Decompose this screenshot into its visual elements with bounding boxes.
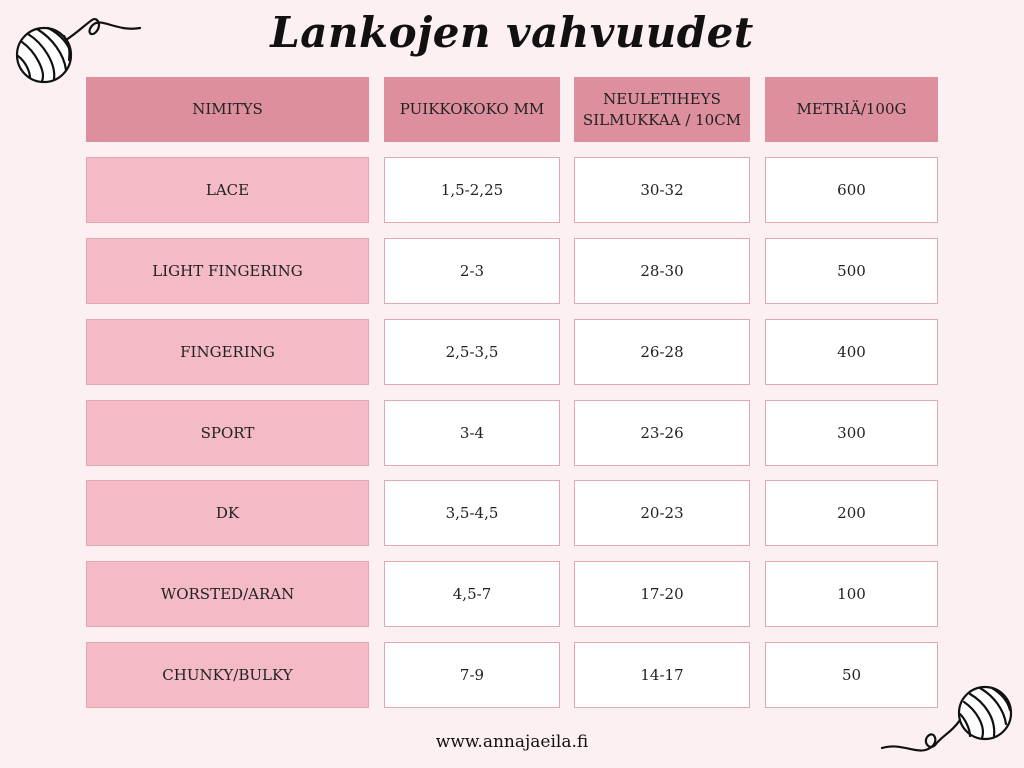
row-needle: 1,5-2,25 xyxy=(384,157,560,223)
row-name: FINGERING xyxy=(86,319,369,385)
header-nimitys: NIMITYS xyxy=(86,77,369,142)
row-needle: 3-4 xyxy=(384,400,560,466)
row-meters: 300 xyxy=(765,400,938,466)
row-needle: 3,5-4,5 xyxy=(384,480,560,546)
row-name: LACE xyxy=(86,157,369,223)
row-name: DK xyxy=(86,480,369,546)
row-meters: 200 xyxy=(765,480,938,546)
row-needle: 7-9 xyxy=(384,642,560,708)
row-gauge: 17-20 xyxy=(574,561,750,627)
row-meters: 600 xyxy=(765,157,938,223)
footer-website: www.annajaeila.fi xyxy=(435,732,589,752)
row-gauge: 26-28 xyxy=(574,319,750,385)
row-needle: 2,5-3,5 xyxy=(384,319,560,385)
row-gauge: 30-32 xyxy=(574,157,750,223)
row-meters: 50 xyxy=(765,642,938,708)
row-meters: 100 xyxy=(765,561,938,627)
row-meters: 500 xyxy=(765,238,938,304)
row-gauge: 20-23 xyxy=(574,480,750,546)
row-needle: 4,5-7 xyxy=(384,561,560,627)
header-neuletiheys: NEULETIHEYS SILMUKKAA / 10CM xyxy=(574,77,750,142)
header-metria: METRIÄ/100G xyxy=(765,77,938,142)
page-title: Lankojen vahvuudet xyxy=(270,8,754,57)
row-meters: 400 xyxy=(765,319,938,385)
row-name: CHUNKY/BULKY xyxy=(86,642,369,708)
row-name: LIGHT FINGERING xyxy=(86,238,369,304)
row-name: WORSTED/ARAN xyxy=(86,561,369,627)
header-puikkokoko: PUIKKOKOKO MM xyxy=(384,77,560,142)
row-needle: 2-3 xyxy=(384,238,560,304)
row-gauge: 14-17 xyxy=(574,642,750,708)
row-gauge: 23-26 xyxy=(574,400,750,466)
row-name: SPORT xyxy=(86,400,369,466)
row-gauge: 28-30 xyxy=(574,238,750,304)
